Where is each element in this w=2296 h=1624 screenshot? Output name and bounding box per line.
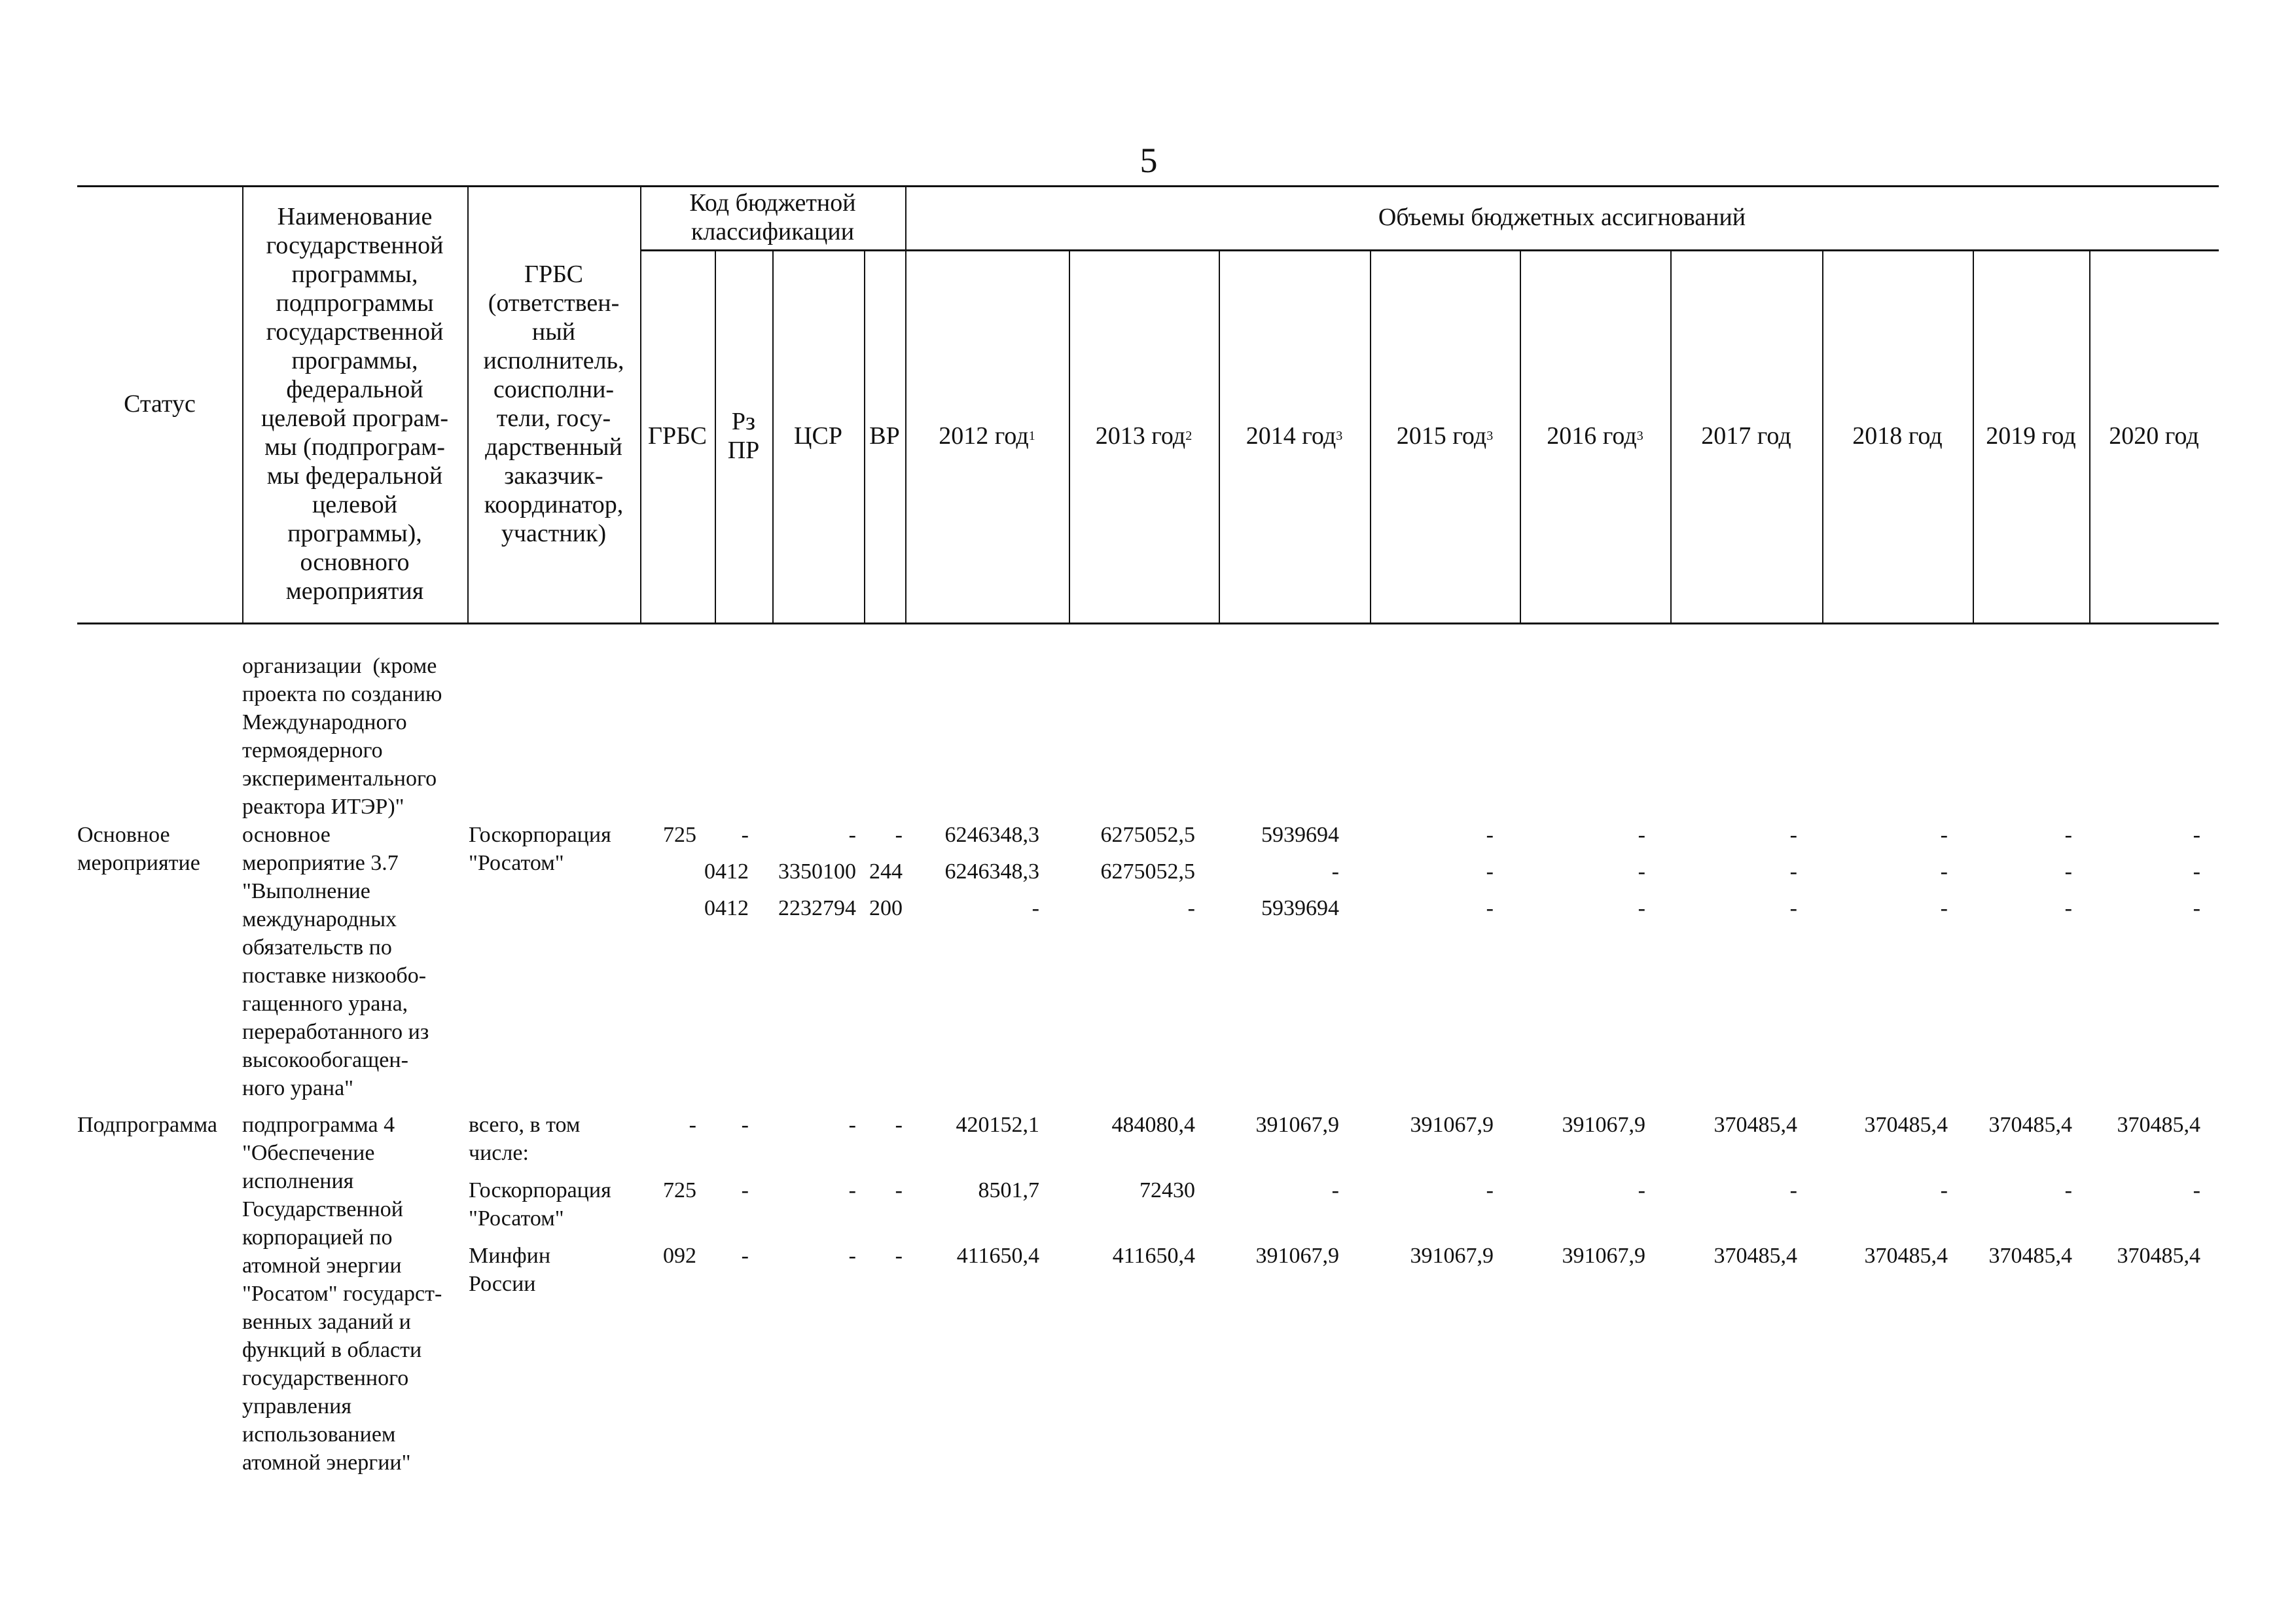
row-vr-code: - — [895, 1178, 903, 1202]
name-line: государственной — [266, 318, 444, 346]
row-value-2016: - — [1638, 823, 1645, 847]
row-value-2013: - — [1187, 896, 1195, 920]
row-csr-code: - — [848, 1113, 856, 1137]
row-value-2015: - — [1486, 896, 1494, 920]
row-rzpr-code: - — [741, 1113, 749, 1137]
row-value-2014: - — [1331, 859, 1339, 884]
row-value-2015: - — [1486, 859, 1494, 884]
row-value-2016: - — [1638, 1178, 1645, 1202]
row-value-2014: 5939694 — [1261, 823, 1339, 847]
name-line: программы, — [291, 261, 418, 288]
row-value-2016: - — [1638, 896, 1645, 920]
row-rzpr-code: 0412 — [704, 859, 749, 884]
name-line: целевой програм- — [260, 405, 449, 432]
row-value-2019: 370485,4 — [1988, 1244, 2072, 1268]
row-rzpr-code: - — [741, 1244, 749, 1268]
row-grbs-code: - — [689, 1113, 696, 1137]
row-value-2020: 370485,4 — [2117, 1244, 2200, 1268]
row-value-2017: 370485,4 — [1713, 1244, 1797, 1268]
header-bottom-rule — [77, 623, 2219, 624]
row-value-2016: 391067,9 — [1562, 1113, 1645, 1137]
row-value-2012: 420152,1 — [956, 1113, 1039, 1137]
continuation-text: организации (кроме проекта по созданию Международного термоядерного экспериментального реактора ИТЭР)" — [242, 654, 442, 819]
row-value-2020: - — [2193, 896, 2200, 920]
block1-grbs-name: Госкорпорация "Росатом" — [469, 823, 611, 875]
row-grbs-code: 725 — [663, 823, 696, 847]
row-csr-code: 2232794 — [778, 896, 856, 920]
grbs-line: ный — [531, 318, 576, 346]
header-year-2014: 2014 год 3 — [1246, 422, 1343, 450]
row-value-2020: - — [2193, 823, 2200, 847]
name-line: государственной — [266, 232, 444, 259]
row-rzpr-code: 0412 — [704, 896, 749, 920]
header-sub-grbs: ГРБС — [647, 422, 707, 450]
row-value-2017: - — [1789, 1178, 1797, 1202]
header-sub-csr: ЦСР — [794, 422, 842, 450]
row-grbs-code: 092 — [663, 1244, 696, 1268]
row-value-2014: - — [1331, 1178, 1339, 1202]
name-line: федеральной — [286, 376, 423, 403]
name-line: мы федеральной — [266, 462, 443, 490]
row-value-2020: 370485,4 — [2117, 1113, 2200, 1137]
row-vr-code: - — [895, 1113, 903, 1137]
row-grbs-name: Минфин России — [469, 1244, 551, 1296]
row-value-2012: 6246348,3 — [944, 859, 1039, 884]
row-value-2015: 391067,9 — [1410, 1244, 1494, 1268]
row-value-2013: 484080,4 — [1111, 1113, 1195, 1137]
row-value-2017: 370485,4 — [1713, 1113, 1797, 1137]
row-value-2013: 411650,4 — [1112, 1244, 1195, 1268]
row-rzpr-code: - — [741, 823, 749, 847]
name-line: целевой — [312, 491, 398, 518]
row-value-2013: 72430 — [1139, 1178, 1195, 1202]
row-value-2018: - — [1940, 859, 1948, 884]
grbs-line: тели, госу- — [496, 405, 611, 432]
row-value-2019: - — [2064, 896, 2072, 920]
grbs-line: ГРБС — [524, 261, 583, 288]
row-rzpr-code: - — [741, 1178, 749, 1202]
row-value-2019: 370485,4 — [1988, 1113, 2072, 1137]
row-value-2012: 411650,4 — [956, 1244, 1039, 1268]
header-volumes: Объемы бюджетных ассигнований — [1378, 204, 1746, 231]
grbs-line: (ответствен- — [488, 289, 620, 317]
grbs-line: дарственный — [485, 433, 622, 461]
grbs-line: исполнитель, — [483, 347, 624, 374]
header-year-2012: 2012 год 1 — [939, 422, 1035, 450]
block2-name: подпрограмма 4 "Обеспечение исполнения Государственной корпорацией по атомной энергии "Росатом" государст- венных заданий и функций в области государственного управления использованием атомной энергии" — [242, 1113, 442, 1475]
row-value-2013: 6275052,5 — [1100, 859, 1195, 884]
grbs-line: заказчик- — [504, 462, 603, 490]
row-value-2015: - — [1486, 1178, 1494, 1202]
row-value-2018: - — [1940, 896, 1948, 920]
grbs-line: участник) — [501, 520, 607, 547]
row-value-2014: 391067,9 — [1255, 1113, 1339, 1137]
header-grbs-responsible — [467, 185, 640, 623]
row-grbs-name: всего, в том числе: — [469, 1113, 581, 1165]
row-value-2020: - — [2193, 859, 2200, 884]
header-year-2015: 2015 год 3 — [1396, 422, 1494, 450]
header-year-2016: 2016 год 3 — [1547, 422, 1643, 450]
row-value-2017: - — [1789, 859, 1797, 884]
row-value-2012: 8501,7 — [978, 1178, 1039, 1202]
name-line: программы, — [291, 347, 418, 374]
header-year-2020: 2020 год — [2109, 422, 2199, 450]
block2-status: Подпрограмма — [77, 1113, 217, 1137]
block1-name: основное мероприятие 3.7 "Выполнение международных обязательств по поставке низкообо- гащенного урана, переработанного из высокообогащен- ного урана" — [242, 823, 429, 1100]
name-line: программы), — [287, 520, 422, 547]
row-value-2015: 391067,9 — [1410, 1113, 1494, 1137]
row-csr-code: - — [848, 823, 856, 847]
row-value-2015: - — [1486, 823, 1494, 847]
row-value-2020: - — [2193, 1178, 2200, 1202]
row-value-2019: - — [2064, 823, 2072, 847]
row-value-2012: 6246348,3 — [944, 823, 1039, 847]
row-vr-code: 200 — [869, 896, 903, 920]
row-vr-code: - — [895, 1244, 903, 1268]
row-csr-code: - — [848, 1178, 856, 1202]
row-value-2019: - — [2064, 1178, 2072, 1202]
header-sub-vr: ВР — [869, 422, 900, 450]
row-value-2017: - — [1789, 823, 1797, 847]
name-line: Наименование — [277, 203, 433, 230]
header-year-2017: 2017 год — [1701, 422, 1791, 450]
row-vr-code: 244 — [869, 859, 903, 884]
row-grbs-code: 725 — [663, 1178, 696, 1202]
header-status: Статус — [124, 390, 196, 418]
header-year-2018: 2018 год — [1852, 422, 1943, 450]
header-year-2013: 2013 год 2 — [1095, 422, 1193, 450]
row-value-2016: 391067,9 — [1562, 1244, 1645, 1268]
row-csr-code: 3350100 — [778, 859, 856, 884]
row-value-2014: 5939694 — [1261, 896, 1339, 920]
name-line: мы (подпрограм- — [264, 433, 445, 461]
name-line: основного — [300, 549, 410, 576]
row-vr-code: - — [895, 823, 903, 847]
header-program-name — [242, 185, 467, 623]
row-grbs-name: Госкорпорация "Росатом" — [469, 1178, 611, 1231]
grbs-line: соисполни- — [493, 376, 615, 403]
row-value-2018: - — [1940, 1178, 1948, 1202]
row-value-2016: - — [1638, 859, 1645, 884]
row-value-2017: - — [1789, 896, 1797, 920]
header-budget-code: Код бюджетной классификации — [689, 189, 856, 245]
header-sub-rzpr: Рз ПР — [727, 408, 760, 464]
row-value-2018: - — [1940, 823, 1948, 847]
row-csr-code: - — [848, 1244, 856, 1268]
row-value-2018: 370485,4 — [1864, 1244, 1948, 1268]
name-line: подпрограммы — [276, 289, 434, 317]
header-year-2019: 2019 год — [1986, 422, 2076, 450]
row-value-2018: 370485,4 — [1864, 1113, 1948, 1137]
row-value-2019: - — [2064, 859, 2072, 884]
row-value-2013: 6275052,5 — [1100, 823, 1195, 847]
block1-status: Основное мероприятие — [77, 823, 200, 875]
name-line: мероприятия — [285, 577, 424, 605]
row-value-2014: 391067,9 — [1255, 1244, 1339, 1268]
page-number: 5 — [1139, 141, 1158, 180]
grbs-line: координатор, — [484, 491, 624, 518]
row-value-2012: - — [1031, 896, 1039, 920]
